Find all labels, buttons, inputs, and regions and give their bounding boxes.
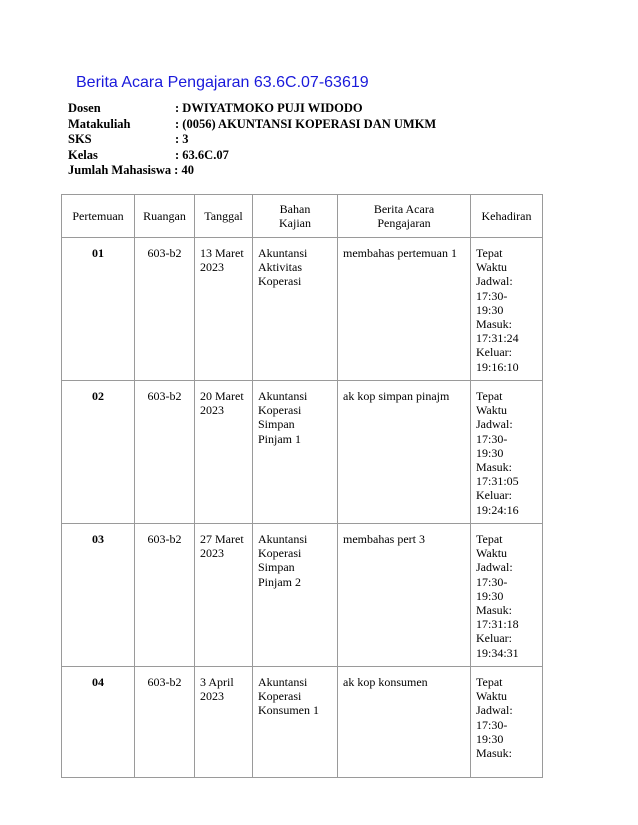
header-pertemuan: Pertemuan bbox=[62, 195, 135, 238]
cell-line: Jadwal: bbox=[476, 417, 513, 432]
cell-tanggal bbox=[195, 238, 253, 381]
cell-line: 2023 bbox=[200, 403, 224, 418]
cell-line: 17:30- bbox=[476, 431, 508, 446]
cell-ruangan: 603-b2 bbox=[135, 238, 195, 381]
table-header-row bbox=[62, 195, 543, 238]
cell-line: 19:16:10 bbox=[476, 359, 519, 374]
cell-line: Akuntansi bbox=[258, 246, 308, 260]
cell-bahan-kajian bbox=[253, 667, 338, 778]
cell-line: 27 Maret bbox=[200, 532, 244, 546]
cell-pertemuan: 02 bbox=[62, 381, 135, 524]
cell-line: Tepat bbox=[476, 389, 503, 403]
cell-kehadiran bbox=[471, 381, 543, 524]
cell-line: Tepat bbox=[476, 675, 503, 689]
cell-line: Tepat bbox=[476, 246, 503, 260]
cell-tanggal bbox=[195, 667, 253, 778]
cell-pertemuan: 04 bbox=[62, 667, 135, 778]
cell-line: 19:34:31 bbox=[476, 645, 519, 660]
cell-line: 13 Maret bbox=[200, 246, 244, 260]
info-label: SKS bbox=[68, 132, 92, 146]
cell-ruangan: 603-b2 bbox=[135, 667, 195, 778]
cell-kehadiran bbox=[471, 238, 543, 381]
cell-line: Konsumen 1 bbox=[258, 703, 319, 718]
cell-line: Akuntansi bbox=[258, 532, 308, 546]
info-value: : 63.6C.07 bbox=[175, 147, 229, 162]
cell-bahan-kajian bbox=[253, 238, 338, 381]
cell-line: Koperasi bbox=[258, 546, 302, 561]
cell-kehadiran bbox=[471, 667, 543, 778]
cell-line: Aktivitas bbox=[258, 260, 302, 275]
info-value: : (0056) AKUNTANSI KOPERASI DAN UMKM bbox=[175, 116, 437, 131]
cell-berita-acara: ak kop konsumen bbox=[338, 667, 471, 778]
cell-line: Jadwal: bbox=[476, 274, 513, 289]
cell-line: Masuk: bbox=[476, 460, 512, 475]
info-value: : DWIYATMOKO PUJI WIDODO bbox=[175, 101, 363, 115]
cell-line: Masuk: bbox=[476, 603, 512, 618]
cell-berita-acara: ak kop simpan pinajm bbox=[338, 381, 471, 524]
cell-berita-acara: membahas pertemuan 1 bbox=[338, 238, 471, 381]
cell-line: Keluar: bbox=[476, 488, 512, 503]
cell-line: Keluar: bbox=[476, 631, 512, 646]
cell-line: 19:30 bbox=[476, 445, 504, 460]
info-value: : 3 bbox=[175, 132, 189, 146]
cell-line: Waktu bbox=[476, 260, 508, 275]
header-bahan-kajian bbox=[253, 195, 338, 238]
cell-line: 19:30 bbox=[476, 302, 504, 317]
header-kehadiran: Kehadiran bbox=[471, 195, 543, 238]
cell-line: Keluar: bbox=[476, 345, 512, 360]
cell-tanggal bbox=[195, 524, 253, 667]
table-body bbox=[62, 238, 543, 778]
cell-line: Jadwal: bbox=[476, 560, 513, 575]
info-label: Dosen bbox=[68, 101, 101, 115]
cell-line: 20 Maret bbox=[200, 389, 244, 403]
cell-line: Koperasi bbox=[258, 403, 302, 418]
cell-line: 19:24:16 bbox=[476, 502, 519, 517]
header-line: Pengajaran bbox=[377, 216, 431, 230]
cell-line: Masuk: bbox=[476, 317, 512, 332]
header-berita-acara bbox=[338, 195, 471, 238]
cell-pertemuan: 01 bbox=[62, 238, 135, 381]
cell-line: 17:30- bbox=[476, 288, 508, 303]
info-label: Jumlah Mahasiswa bbox=[68, 163, 172, 177]
info-value: : 40 bbox=[174, 163, 194, 177]
cell-line: Pinjam 1 bbox=[258, 431, 302, 446]
cell-line: Waktu bbox=[476, 689, 508, 704]
cell-line: 17:31:24 bbox=[476, 331, 519, 346]
cell-line: Masuk: bbox=[476, 746, 512, 761]
info-row-dosen bbox=[68, 101, 436, 117]
cell-line: 2023 bbox=[200, 689, 224, 704]
cell-line: Simpan bbox=[258, 417, 295, 432]
cell-line: Koperasi bbox=[258, 689, 302, 704]
cell-ruangan: 603-b2 bbox=[135, 524, 195, 667]
cell-line: Koperasi bbox=[258, 274, 302, 289]
cell-berita-acara: membahas pert 3 bbox=[338, 524, 471, 667]
cell-pertemuan: 03 bbox=[62, 524, 135, 667]
cell-line: 2023 bbox=[200, 260, 224, 275]
info-label: Matakuliah bbox=[68, 116, 131, 131]
cell-line: 17:30- bbox=[476, 717, 508, 732]
cell-kehadiran bbox=[471, 524, 543, 667]
document-title: Berita Acara Pengajaran 63.6C.07-63619 bbox=[76, 74, 369, 91]
cell-line: 19:30 bbox=[476, 588, 504, 603]
cell-tanggal bbox=[195, 381, 253, 524]
cell-line: 17:31:05 bbox=[476, 474, 519, 489]
table-row bbox=[62, 381, 543, 524]
info-row-jumlah-mahasiswa bbox=[68, 163, 436, 179]
cell-line: Akuntansi bbox=[258, 675, 308, 689]
info-row-matakuliah bbox=[68, 117, 436, 133]
info-row-kelas bbox=[68, 148, 436, 164]
cell-line: 17:30- bbox=[476, 574, 508, 589]
info-label: Kelas bbox=[68, 147, 98, 162]
cell-bahan-kajian bbox=[253, 524, 338, 667]
cell-line: Waktu bbox=[476, 546, 508, 561]
cell-line: Jadwal: bbox=[476, 703, 513, 718]
header-line: Bahan bbox=[279, 201, 311, 216]
cell-line: 2023 bbox=[200, 546, 224, 561]
cell-line: Waktu bbox=[476, 403, 508, 418]
header-line: Kajian bbox=[279, 216, 311, 230]
header-line: Berita Acara bbox=[373, 201, 435, 216]
cell-line: Pinjam 2 bbox=[258, 574, 302, 589]
cell-line: Simpan bbox=[258, 560, 295, 575]
course-info bbox=[68, 101, 436, 179]
attendance-table bbox=[61, 194, 543, 778]
cell-bahan-kajian bbox=[253, 381, 338, 524]
cell-line: 3 April bbox=[200, 675, 234, 689]
header-tanggal: Tanggal bbox=[195, 195, 253, 238]
cell-line: Tepat bbox=[476, 532, 503, 546]
cell-line: 17:31:18 bbox=[476, 617, 519, 632]
table-row bbox=[62, 524, 543, 667]
cell-ruangan: 603-b2 bbox=[135, 381, 195, 524]
cell-line: 19:30 bbox=[476, 731, 504, 746]
table-row bbox=[62, 238, 543, 381]
header-ruangan: Ruangan bbox=[135, 195, 195, 238]
cell-line: Akuntansi bbox=[258, 389, 308, 403]
info-row-sks bbox=[68, 132, 436, 148]
table-row bbox=[62, 667, 543, 778]
